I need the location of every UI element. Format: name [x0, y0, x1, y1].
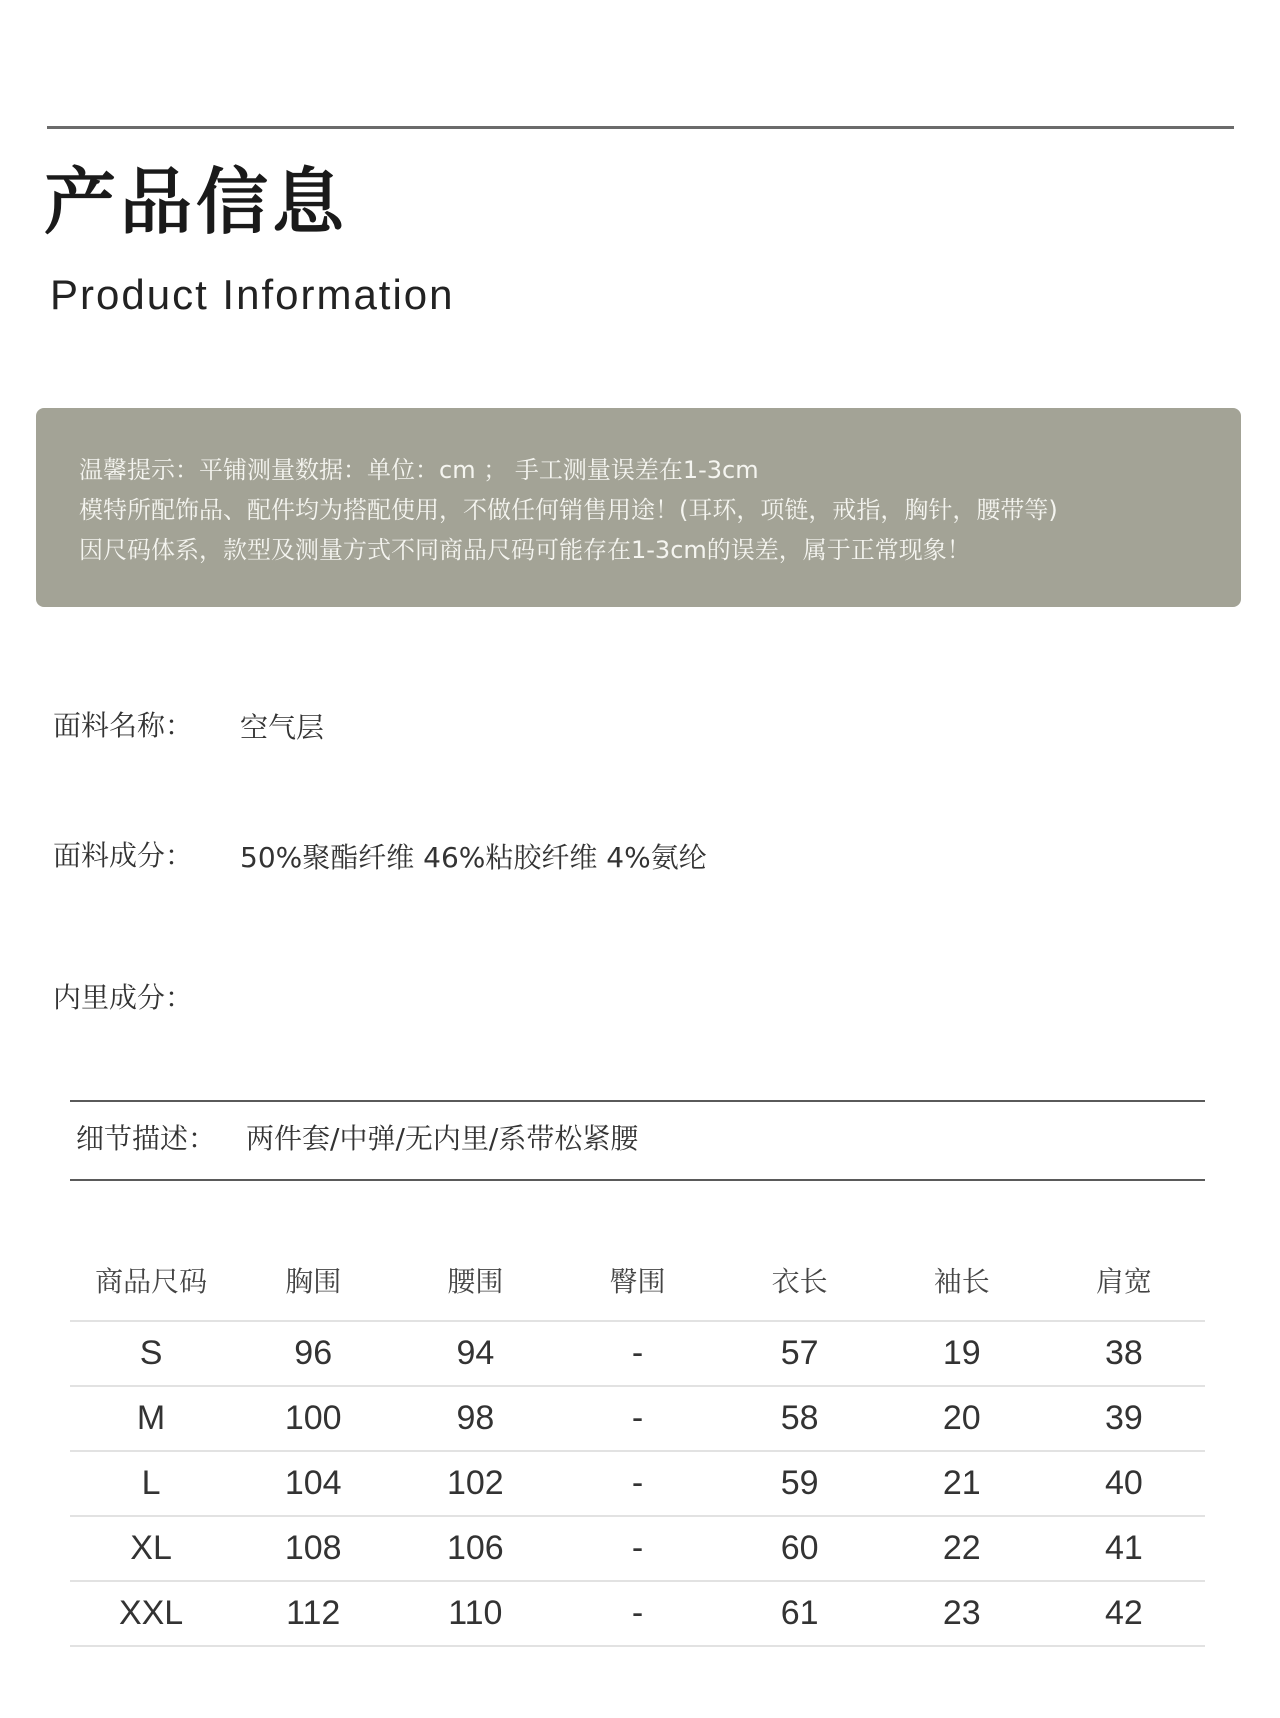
- table-cell: 108: [232, 1516, 394, 1581]
- detail-bottom-divider: [70, 1179, 1205, 1181]
- table-cell: -: [556, 1386, 718, 1451]
- table-cell: 19: [881, 1321, 1043, 1386]
- table-row: [70, 1321, 1205, 1386]
- table-cell: 106: [394, 1516, 556, 1581]
- table-cell: 38: [1043, 1321, 1205, 1386]
- page-subtitle: Product Information: [50, 271, 455, 318]
- table-cell: 41: [1043, 1516, 1205, 1581]
- header-chest: 胸围: [232, 1240, 394, 1321]
- table-cell: 59: [719, 1451, 881, 1516]
- table-cell: XL: [70, 1516, 232, 1581]
- table-cell: XXL: [70, 1581, 232, 1646]
- table-row: [70, 1581, 1205, 1646]
- table-cell: 42: [1043, 1581, 1205, 1646]
- fabric-name-label: 面料名称：: [53, 709, 194, 742]
- table-cell: 104: [232, 1451, 394, 1516]
- table-cell: 20: [881, 1386, 1043, 1451]
- table-cell: -: [556, 1581, 718, 1646]
- fabric-composition-label: 面料成分：: [53, 839, 194, 872]
- table-cell: 22: [881, 1516, 1043, 1581]
- table-cell: 23: [881, 1581, 1043, 1646]
- detail-description: [76, 1122, 639, 1155]
- table-row: [70, 1516, 1205, 1581]
- header-waist: 腰围: [394, 1240, 556, 1321]
- top-divider: [47, 126, 1234, 129]
- table-cell: M: [70, 1386, 232, 1451]
- lining-label: 内里成分：: [53, 981, 194, 1014]
- table-cell: 110: [394, 1581, 556, 1646]
- notice-line-1: 温馨提示：平铺测量数据：单位：cm ； 手工测量误差在1-3cm: [79, 456, 759, 484]
- table-row: [70, 1386, 1205, 1451]
- detail-value: 两件套/中弹/无内里/系带松紧腰: [246, 1122, 639, 1155]
- notice-box: [36, 408, 1241, 607]
- notice-line-3: 因尺码体系，款型及测量方式不同商品尺码可能存在1-3cm的误差，属于正常现象！: [79, 536, 971, 564]
- table-cell: 60: [719, 1516, 881, 1581]
- fabric-composition-value: 50%聚酯纤维 46%粘胶纤维 4%氨纶: [240, 841, 707, 874]
- fabric-name-value: 空气层: [240, 711, 325, 744]
- header-size: 商品尺码: [70, 1240, 232, 1321]
- table-cell: -: [556, 1516, 718, 1581]
- table-cell: 102: [394, 1451, 556, 1516]
- table-cell: 21: [881, 1451, 1043, 1516]
- table-cell: 40: [1043, 1451, 1205, 1516]
- table-cell: L: [70, 1451, 232, 1516]
- table-cell: 57: [719, 1321, 881, 1386]
- header-sleeve: 袖长: [881, 1240, 1043, 1321]
- header-shoulder: 肩宽: [1043, 1240, 1205, 1321]
- table-cell: 98: [394, 1386, 556, 1451]
- table-cell: 61: [719, 1581, 881, 1646]
- table-cell: 100: [232, 1386, 394, 1451]
- table-cell: -: [556, 1451, 718, 1516]
- notice-line-2: 模特所配饰品、配件均为搭配使用，不做任何销售用途！(耳环，项链，戒指，胸针，腰带等): [79, 496, 1058, 524]
- page-title: 产品信息: [44, 160, 349, 244]
- table-cell: 39: [1043, 1386, 1205, 1451]
- size-table-header: [70, 1240, 1205, 1321]
- table-cell: S: [70, 1321, 232, 1386]
- header-length: 衣长: [719, 1240, 881, 1321]
- table-cell: 94: [394, 1321, 556, 1386]
- table-row: [70, 1451, 1205, 1516]
- size-table: [70, 1240, 1205, 1647]
- table-cell: 112: [232, 1581, 394, 1646]
- detail-top-divider: [70, 1100, 1205, 1102]
- table-cell: 96: [232, 1321, 394, 1386]
- table-cell: -: [556, 1321, 718, 1386]
- header-hip: 臀围: [556, 1240, 718, 1321]
- detail-label: 细节描述：: [76, 1122, 217, 1155]
- table-cell: 58: [719, 1386, 881, 1451]
